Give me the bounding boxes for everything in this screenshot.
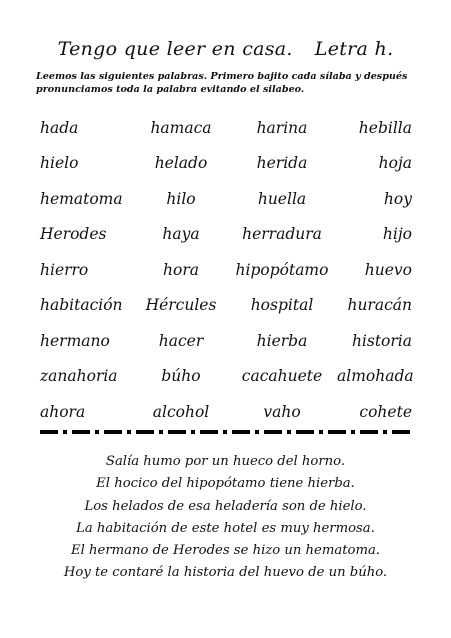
- word-item: herradura: [242, 225, 322, 244]
- word-item: búho: [161, 367, 201, 386]
- word-row: [40, 110, 412, 146]
- word-row: [40, 359, 412, 395]
- title-text: Tengo que leer en casa.: [57, 38, 293, 60]
- sentence-line: El hermano de Herodes se hizo un hematoma.: [70, 543, 381, 559]
- word-item: ahora: [40, 402, 86, 421]
- word-row: [40, 394, 412, 430]
- word-item: hematoma: [40, 189, 123, 208]
- word-item: huella: [257, 189, 307, 208]
- word-item: almohada: [337, 367, 414, 386]
- word-item: haya: [162, 225, 200, 244]
- word-item: Hércules: [145, 296, 217, 315]
- word-row: [40, 323, 412, 359]
- sentence-line: El hocico del hipopótamo tiene hierba.: [96, 476, 355, 492]
- sentence-line: Los helados de esa heladería son de hielo.: [84, 498, 367, 514]
- word-row: [40, 181, 412, 217]
- word-item: huevo: [364, 260, 412, 279]
- word-item: cohete: [359, 402, 412, 421]
- word-row: [40, 252, 412, 288]
- word-item: huracán: [347, 296, 412, 315]
- word-item: hoy: [383, 189, 412, 208]
- word-item: hospital: [250, 296, 314, 315]
- word-item: harina: [256, 118, 308, 137]
- word-item: hermano: [40, 331, 110, 350]
- word-item: historia: [351, 331, 412, 350]
- word-item: hierba: [256, 331, 308, 350]
- word-item: hielo: [40, 154, 79, 173]
- word-item: hada: [40, 118, 79, 137]
- word-item: hamaca: [150, 118, 212, 137]
- title-letter: Letra h.: [314, 38, 394, 60]
- word-item: hacer: [158, 331, 204, 350]
- word-row: [40, 146, 412, 182]
- word-item: zanahoria: [40, 367, 118, 386]
- word-item: cacahuete: [241, 367, 323, 386]
- word-item: herida: [256, 154, 308, 173]
- word-item: alcohol: [152, 402, 210, 421]
- word-item: hebilla: [358, 118, 412, 137]
- word-item: hierro: [40, 260, 89, 279]
- sentence-line: Hoy te contaré la historia del huevo de un búho.: [63, 565, 388, 581]
- sentence-line: La habitación de este hotel es muy hermosa.: [76, 520, 375, 536]
- word-item: vaho: [263, 402, 301, 421]
- sentence-list: [0, 451, 451, 585]
- word-row: [40, 217, 412, 253]
- word-item: hilo: [166, 189, 196, 208]
- word-item: hipopótamo: [235, 260, 329, 279]
- word-item: hora: [163, 260, 199, 279]
- word-row: [40, 288, 412, 324]
- sentence-line: Salía humo por un hueco del horno.: [105, 454, 346, 469]
- instructions-text: Leemos las siguientes palabras. Primero bajito cada sílaba y después pronunciamos toda la palabra evitando el silabeo.: [36, 71, 408, 95]
- page-title: [0, 38, 451, 60]
- dash-dot-divider: [40, 430, 412, 434]
- word-grid: [40, 110, 412, 430]
- word-item: Herodes: [40, 225, 107, 244]
- word-item: habitación: [40, 296, 123, 315]
- word-item: hoja: [378, 154, 412, 173]
- word-item: helado: [154, 154, 208, 173]
- word-item: hijo: [382, 225, 412, 244]
